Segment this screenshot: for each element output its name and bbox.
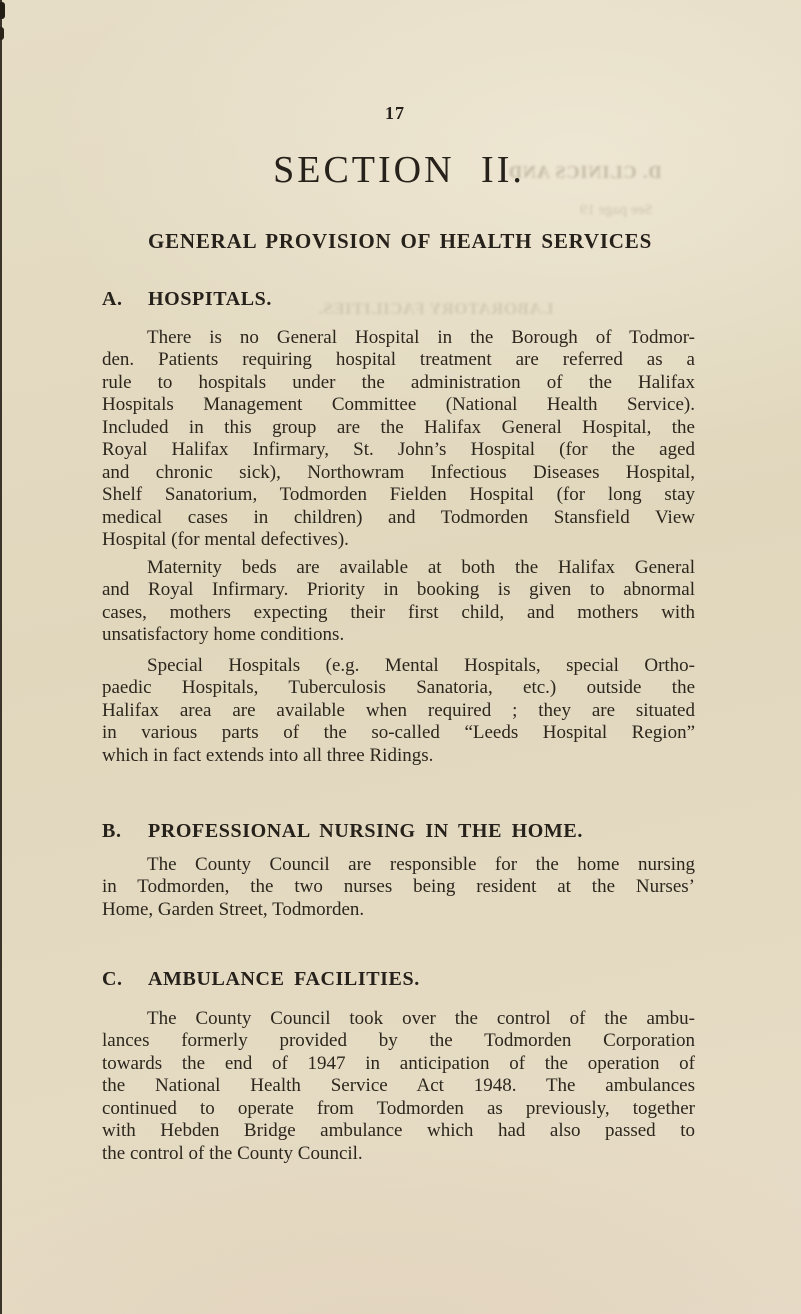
text-line: paedic Hospitals, Tuberculosis Sanatoria, etc.) outside the — [102, 677, 695, 699]
text-line: rule to hospitals under the administration of the Halifax — [102, 371, 695, 393]
text-line: Maternity beds are available at both the Halifax General — [147, 557, 695, 578]
text-line: lances formerly provided by the Todmorden Corporation — [102, 1030, 695, 1052]
heading-ambulance — [102, 968, 695, 991]
paragraph-hospitals-3 — [102, 655, 695, 767]
heading-hospitals — [102, 288, 695, 311]
text-line: Halifax area are available when required ; they are situated — [102, 699, 695, 721]
scan-edge-notch — [0, 2, 5, 19]
text-line: Special Hospitals (e.g. Mental Hospitals, special Ortho- — [147, 655, 695, 676]
scan-edge-notch — [0, 27, 4, 40]
text-line: and Royal Infirmary. Priority in booking is given to abnormal — [102, 579, 695, 601]
heading-nursing — [102, 820, 695, 843]
paragraph-ambulance-1 — [102, 1008, 695, 1165]
text-line: towards the end of 1947 in anticipation of the operation of — [102, 1052, 695, 1074]
text-line: There is no General Hospital in the Borough of Todmor- — [147, 327, 695, 348]
text-line: The County Council are responsible for the home nursing — [147, 854, 695, 875]
text-line: Royal Halifax Infirmary, St. John’s Hospital (for the aged — [102, 439, 695, 461]
section-title: SECTION II. — [273, 149, 525, 191]
text-line: The County Council took over the control of the ambu- — [147, 1008, 695, 1029]
heading-letter: B. — [102, 820, 122, 842]
paragraph-hospitals-1 — [102, 327, 695, 552]
text-line: Hospital (for mental defectives). — [102, 529, 349, 551]
text-line: Shelf Sanatorium, Todmorden Fielden Hospital (for long stay — [102, 484, 695, 506]
text-line: Included in this group are the Halifax General Hospital, the — [102, 416, 695, 438]
text-line: unsatisfactory home conditions. — [102, 624, 345, 646]
text-line: and chronic sick), Northowram Infectious Diseases Hospital, — [102, 461, 695, 483]
show-through-text: LABORATORY FACILITIES. — [318, 299, 554, 318]
heading-text: PROFESSIONAL NURSING IN THE HOME. — [148, 820, 583, 842]
text-line: Hospitals Management Committee (National Health Service). — [102, 394, 695, 416]
heading-text: HOSPITALS. — [148, 288, 272, 310]
heading-text: AMBULANCE FACILITIES. — [148, 968, 420, 990]
heading-letter: A. — [102, 288, 123, 310]
page-subtitle: GENERAL PROVISION OF HEALTH SERVICES — [147, 229, 653, 253]
text-line: which in fact extends into all three Ridings. — [102, 744, 434, 766]
heading-letter: C. — [102, 968, 123, 990]
text-line: with Hebden Bridge ambulance which had also passed to — [102, 1120, 695, 1142]
text-line: cases, mothers expecting their first child, and mothers with — [102, 601, 695, 623]
text-line: the National Health Service Act 1948. The ambulances — [102, 1075, 695, 1097]
text-line: den. Patients requiring hospital treatment are referred as a — [102, 349, 695, 371]
text-line: Home, Garden Street, Todmorden. — [102, 898, 365, 920]
page-number: 17 — [385, 103, 405, 123]
text-line: the control of the County Council. — [102, 1142, 363, 1164]
show-through-text: D. CLINICS AND — [508, 162, 662, 182]
show-through-text: See page 19 — [580, 202, 653, 218]
paragraph-hospitals-2 — [102, 557, 695, 647]
scan-edge-strip — [0, 0, 2, 1314]
paragraph-nursing-1 — [102, 854, 695, 921]
text-line: continued to operate from Todmorden as previously, together — [102, 1097, 695, 1119]
text-line: in Todmorden, the two nurses being resident at the Nurses’ — [102, 876, 695, 898]
text-line: in various parts of the so-called “Leeds Hospital Region” — [102, 722, 695, 744]
text-line: medical cases in children) and Todmorden Stansfield View — [102, 506, 695, 528]
